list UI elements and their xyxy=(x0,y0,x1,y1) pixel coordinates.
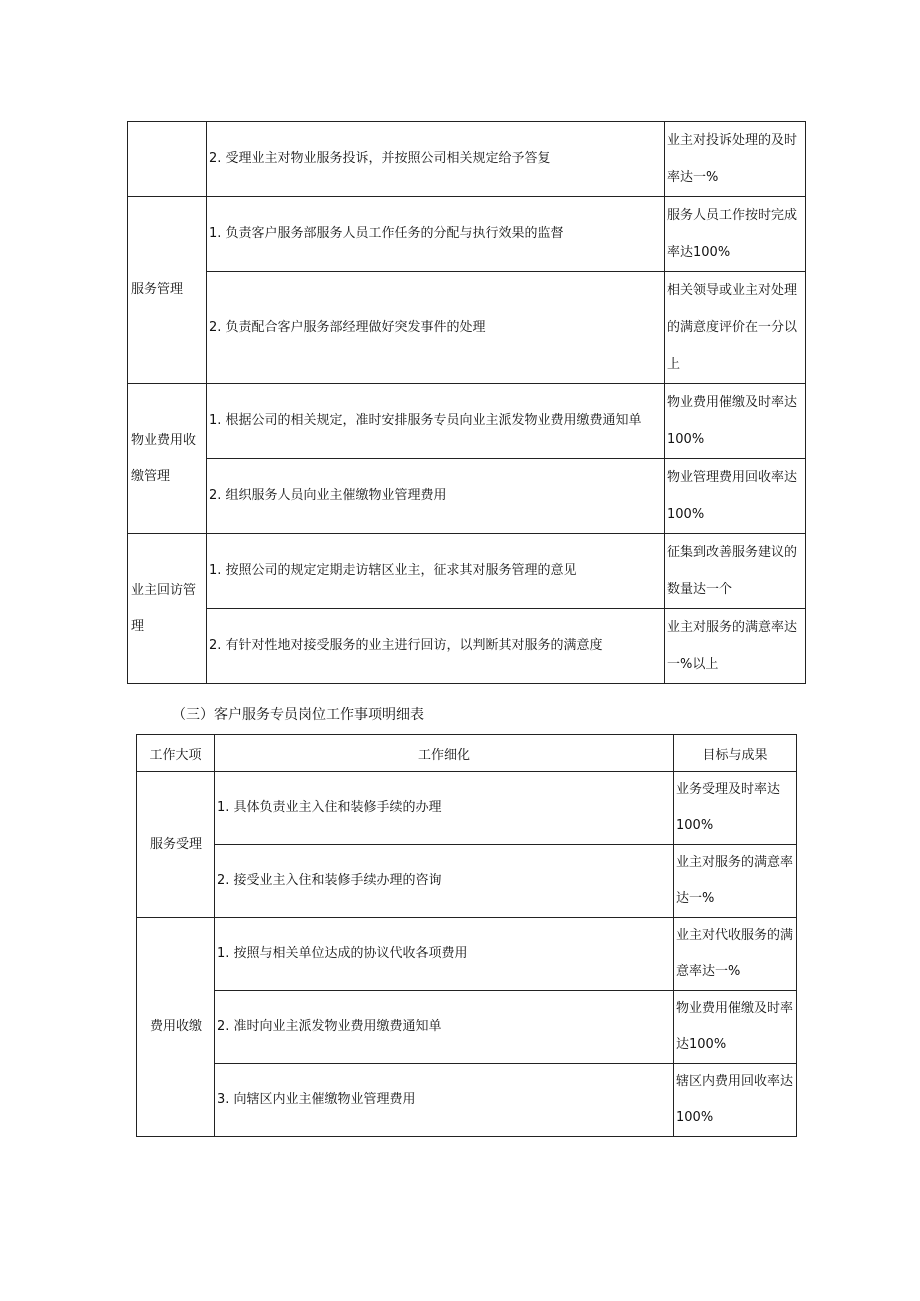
header-row xyxy=(137,735,797,772)
category-cell xyxy=(128,122,207,197)
detail-cell: 1. 按照公司的规定定期走访辖区业主，征求其对服务管理的意见 xyxy=(207,534,665,609)
detail-cell: 2. 有针对性地对接受服务的业主进行回访，以判断其对服务的满意度 xyxy=(207,609,665,684)
table-row xyxy=(128,197,806,272)
goal-cell: 服务人员工作按时完成率达100% xyxy=(665,197,806,272)
detail-cell: 2. 准时向业主派发物业费用缴费通知单 xyxy=(215,991,674,1064)
category-cell: 服务受理 xyxy=(137,772,215,918)
detail-cell: 1. 负责客户服务部服务人员工作任务的分配与执行效果的监督 xyxy=(207,197,665,272)
table-row xyxy=(128,384,806,459)
detail-cell: 2. 负责配合客户服务部经理做好突发事件的处理 xyxy=(207,272,665,384)
category-cell: 费用收缴 xyxy=(137,918,215,1137)
goal-cell: 业主对服务的满意率达一%以上 xyxy=(665,609,806,684)
detail-cell: 2. 组织服务人员向业主催缴物业管理费用 xyxy=(207,459,665,534)
goal-cell: 物业管理费用回收率达100% xyxy=(665,459,806,534)
detail-cell: 1. 具体负责业主入住和装修手续的办理 xyxy=(215,772,674,845)
goal-cell: 业主对投诉处理的及时率达一% xyxy=(665,122,806,197)
goal-cell: 物业费用催缴及时率达100% xyxy=(665,384,806,459)
table-row xyxy=(137,918,797,991)
detail-cell: 2. 接受业主入住和装修手续办理的咨询 xyxy=(215,845,674,918)
goal-cell: 辖区内费用回收率达100% xyxy=(674,1064,797,1137)
goal-cell: 物业费用催缴及时率达100% xyxy=(674,991,797,1064)
category-cell: 业主回访管理 xyxy=(128,534,207,684)
table-row xyxy=(128,609,806,684)
table-row xyxy=(137,772,797,845)
table-row xyxy=(137,845,797,918)
category-cell: 物业费用收缴管理 xyxy=(128,384,207,534)
goal-cell: 业主对服务的满意率达一% xyxy=(674,845,797,918)
detail-cell: 1. 按照与相关单位达成的协议代收各项费用 xyxy=(215,918,674,991)
category-cell: 服务管理 xyxy=(128,197,207,384)
goal-cell: 业主对代收服务的满意率达一% xyxy=(674,918,797,991)
table-row xyxy=(128,122,806,197)
column-header: 工作大项 xyxy=(137,735,215,772)
table-row xyxy=(128,272,806,384)
detail-cell: 1. 根据公司的相关规定，准时安排服务专员向业主派发物业费用缴费通知单 xyxy=(207,384,665,459)
goal-cell: 相关领导或业主对处理的满意度评价在一分以上 xyxy=(665,272,806,384)
table-row xyxy=(137,991,797,1064)
duty-table-specialist xyxy=(136,734,797,1137)
goal-cell: 征集到改善服务建议的数量达一个 xyxy=(665,534,806,609)
table-row xyxy=(128,459,806,534)
column-header: 工作细化 xyxy=(215,735,674,772)
column-header: 目标与成果 xyxy=(674,735,797,772)
goal-cell: 业务受理及时率达100% xyxy=(674,772,797,845)
detail-cell: 2. 受理业主对物业服务投诉，并按照公司相关规定给予答复 xyxy=(207,122,665,197)
duty-table-manager xyxy=(127,121,806,684)
detail-cell: 3. 向辖区内业主催缴物业管理费用 xyxy=(215,1064,674,1137)
table-caption: （三）客户服务专员岗位工作事项明细表 xyxy=(172,707,424,723)
table-row xyxy=(128,534,806,609)
table-row xyxy=(137,1064,797,1137)
